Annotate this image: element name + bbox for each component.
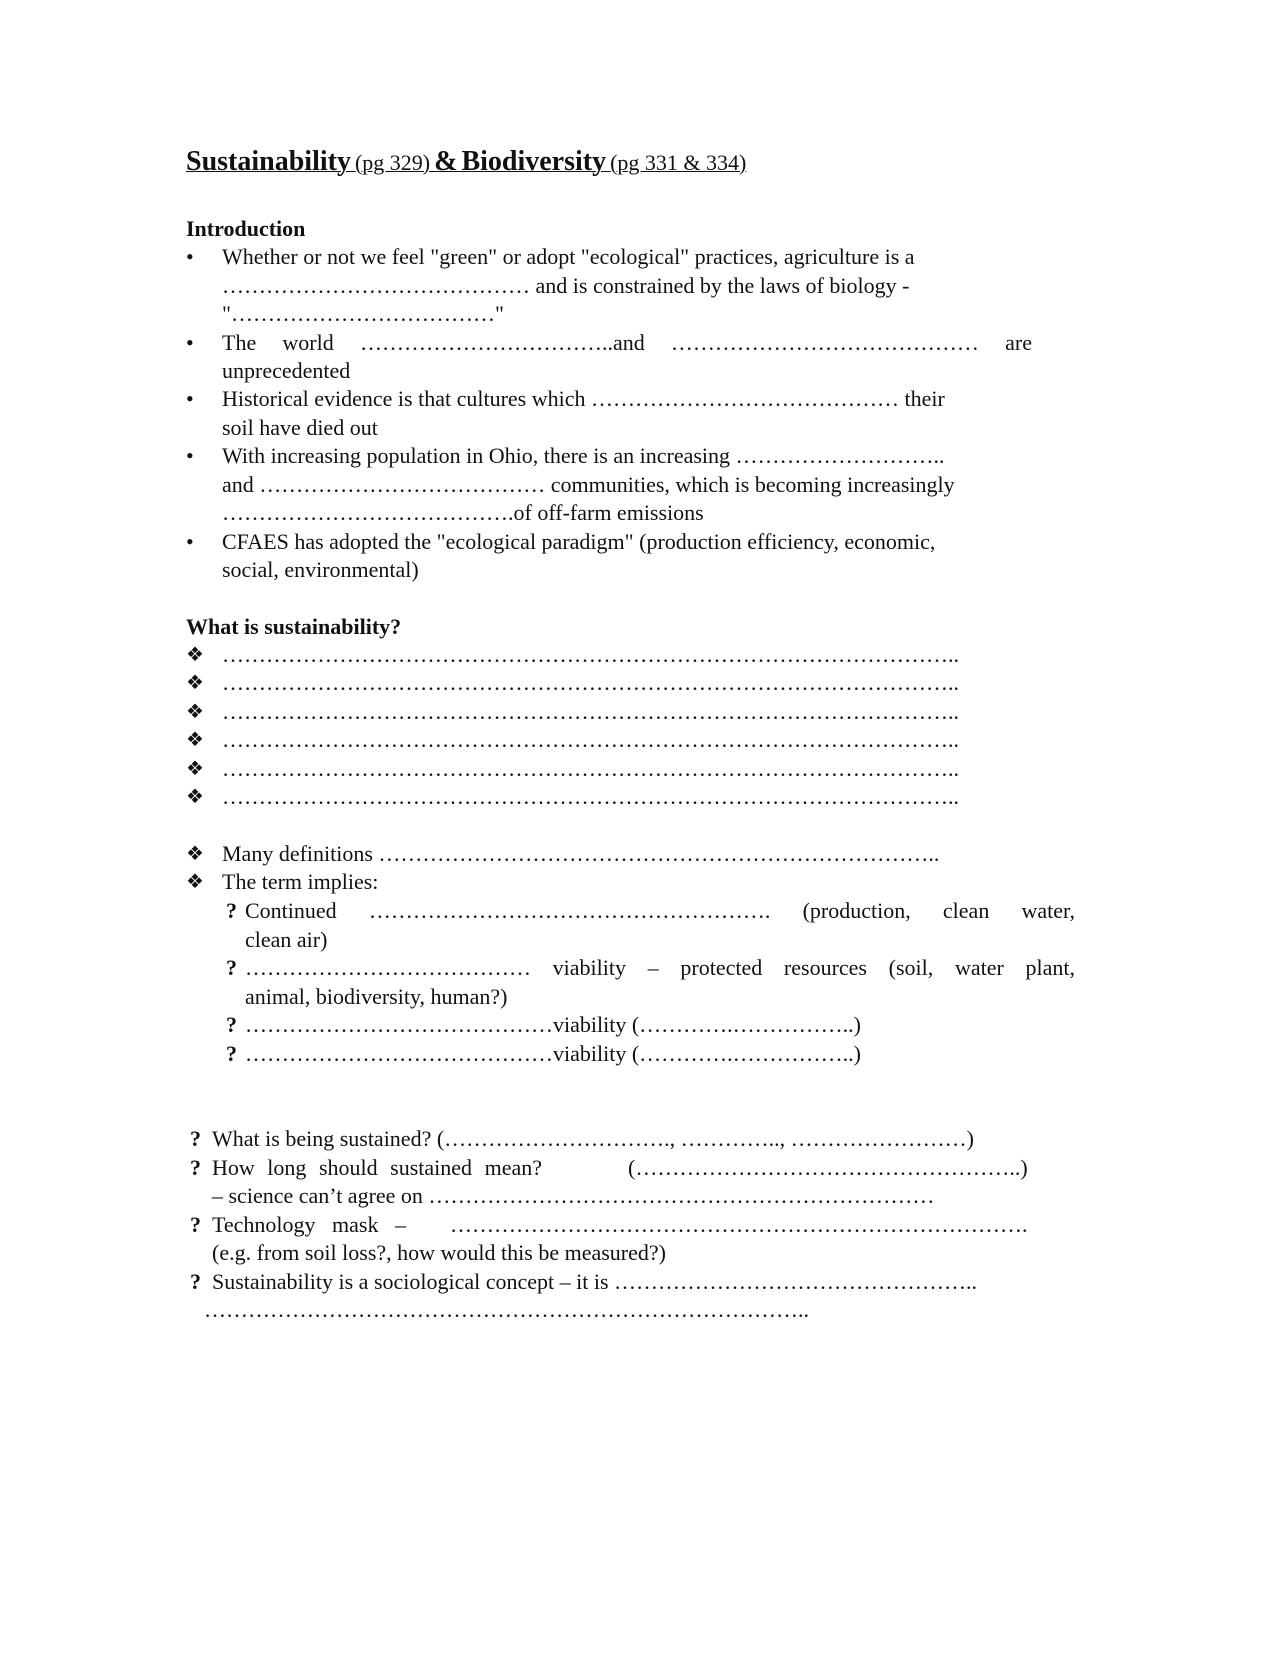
question-3-left: Technology mask –	[212, 1212, 406, 1237]
many-definitions: Many definitions …………………………………………………………………..	[222, 841, 940, 866]
question-mark-icon: ?	[226, 1041, 237, 1066]
page-title	[186, 146, 746, 178]
diamond-bullet-icon: ❖	[186, 871, 204, 893]
blank-line: ………………………………………………………………………………………..	[222, 670, 959, 695]
intro-item-3-line-2: soil have died out	[222, 415, 378, 440]
diamond-bullet-icon: ❖	[186, 729, 204, 751]
sub-item-4: ……………………………………viability (………….……………..)	[245, 1041, 861, 1066]
title-page-ref-1: (pg 329)	[354, 150, 431, 175]
title-sustainability: Sustainability	[186, 146, 351, 177]
intro-item-3-line-1: Historical evidence is that cultures which …………………………………… their	[222, 386, 945, 411]
question-mark-icon: ?	[226, 1012, 237, 1037]
title-page-ref-2: (pg 331 & 334)	[610, 150, 747, 175]
sub-item-1-line-1: Continued ………………………………………………. (production, clean water,	[245, 898, 1075, 923]
question-4: Sustainability is a sociological concept – it is …………………………………………..	[212, 1269, 978, 1294]
bullet-icon: •	[186, 244, 194, 269]
diamond-bullet-icon: ❖	[186, 758, 204, 780]
intro-item-1-line-1: Whether or not we feel "green" or adopt "ecological" practices, agriculture is a	[222, 244, 915, 269]
diamond-bullet-icon: ❖	[186, 843, 204, 865]
blank-line: ………………………………………………………………………………………..	[222, 699, 959, 724]
question-3-right: …………………………………………………………………….	[450, 1212, 1028, 1237]
intro-item-5-line-2: social, environmental)	[222, 557, 419, 582]
question-mark-icon: ?	[226, 955, 237, 980]
question-2-right: (……………………………………………..)	[628, 1155, 1028, 1180]
blank-line: ………………………………………………………………………………………..	[222, 727, 959, 752]
blank-line: ………………………………………………………………………………………..	[222, 642, 959, 667]
sub-item-2-line-1: ………………………………… viability – protected resources (soil, water plant,	[245, 955, 1075, 980]
blank-line: ………………………………………………………………………………………..	[222, 784, 959, 809]
introduction-heading: Introduction	[186, 216, 306, 241]
bullet-icon: •	[186, 443, 194, 468]
sub-item-3: ……………………………………viability (………….……………..)	[245, 1012, 861, 1037]
what-is-sustainability-heading: What is sustainability?	[186, 614, 402, 639]
question-mark-icon: ?	[226, 898, 237, 923]
question-2-left: How long should sustained mean?	[212, 1155, 542, 1180]
title-biodiversity: Biodiversity	[461, 146, 607, 177]
question-mark-icon: ?	[190, 1155, 201, 1180]
question-4-continued: ………………………………………………………………………..	[204, 1297, 809, 1322]
intro-item-4-line-2: and ………………………………… communities, which is becoming increasingly	[222, 472, 955, 497]
diamond-bullet-icon: ❖	[186, 644, 204, 666]
bullet-icon: •	[186, 386, 194, 411]
diamond-bullet-icon: ❖	[186, 786, 204, 808]
intro-item-1-line-3: "………………………………"	[222, 301, 504, 326]
sub-item-2-line-2: animal, biodiversity, human?)	[245, 984, 508, 1009]
title-ampersand: &	[434, 146, 458, 177]
question-1: What is being sustained? (…………………………., ………….., ……………………)	[212, 1126, 974, 1151]
intro-item-2-line-1: The world ……………………………..and …………………………………… are	[222, 330, 1032, 355]
term-implies: The term implies:	[222, 869, 379, 894]
sub-item-1-line-2: clean air)	[245, 927, 328, 952]
bullet-icon: •	[186, 529, 194, 554]
intro-item-4-line-1: With increasing population in Ohio, there is an increasing ………………………..	[222, 443, 945, 468]
intro-item-1-line-2: …………………………………… and is constrained by the laws of biology -	[222, 273, 910, 298]
question-mark-icon: ?	[190, 1269, 201, 1294]
blank-line: ………………………………………………………………………………………..	[222, 756, 959, 781]
question-mark-icon: ?	[190, 1126, 201, 1151]
question-3-continued: (e.g. from soil loss?, how would this be measured?)	[212, 1240, 666, 1265]
intro-item-4-line-3: ………………………………….of off-farm emissions	[222, 500, 704, 525]
question-mark-icon: ?	[190, 1212, 201, 1237]
intro-item-5-line-1: CFAES has adopted the "ecological paradigm" (production efficiency, economic,	[222, 529, 936, 554]
question-2-continued: – science can’t agree on ……………………………………………………………	[212, 1183, 935, 1208]
diamond-bullet-icon: ❖	[186, 701, 204, 723]
bullet-icon: •	[186, 330, 194, 355]
diamond-bullet-icon: ❖	[186, 672, 204, 694]
intro-item-2-line-2: unprecedented	[222, 358, 351, 383]
